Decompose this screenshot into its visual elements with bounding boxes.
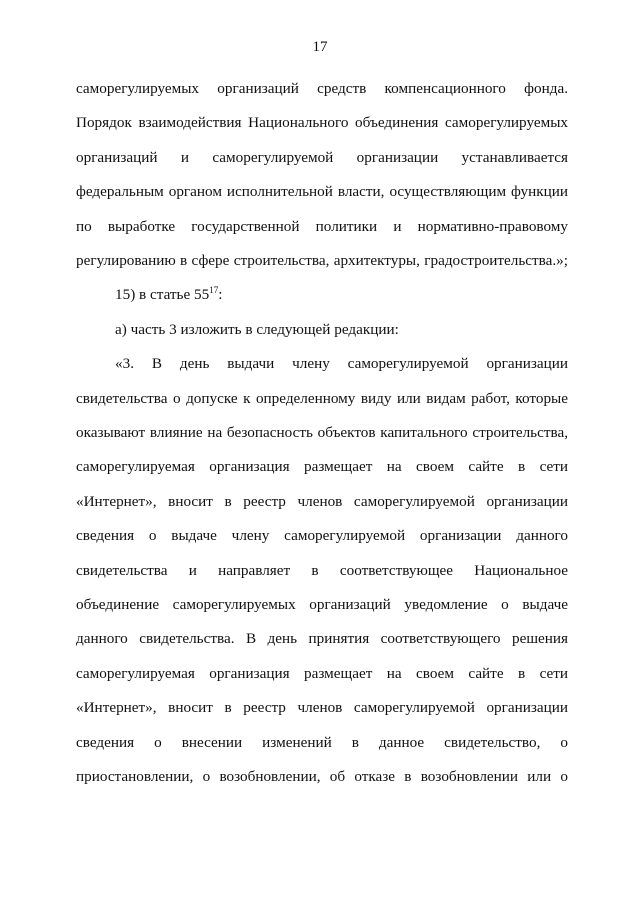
text-line-5: по выработке государственной политики и нормативно-правовому — [76, 218, 568, 235]
text-line-2: Порядок взаимодействия Национального объединения саморегулируемых — [76, 114, 568, 131]
text-line-13: «Интернет», вносит в реестр членов саморегулируемой организации — [76, 493, 568, 510]
text-line-9: «3. В день выдачи члену саморегулируемой организации — [115, 355, 568, 372]
item-15-suffix: : — [218, 286, 223, 303]
footnote-superscript: 17 — [209, 285, 219, 295]
subitem-a-heading: а) часть 3 изложить в следующей редакции: — [115, 321, 399, 338]
text-line-6: регулированию в сфере строительства, архитектуры, градостроительства.»; — [76, 252, 568, 269]
text-line-19: «Интернет», вносит в реестр членов саморегулируемой организации — [76, 699, 568, 716]
text-line-12: саморегулируемая организация размещает на своем сайте в сети — [76, 458, 568, 475]
text-line-3: организаций и саморегулируемой организации устанавливается — [76, 149, 568, 166]
text-line-10: свидетельства о допуске к определенному виду или видам работ, которые — [76, 390, 568, 407]
item-15-heading — [115, 286, 568, 304]
text-line-15: свидетельства и направляет в соответствующее Национальное — [76, 562, 568, 579]
page-number: 17 — [312, 39, 328, 55]
text-line-1: саморегулируемых организаций средств компенсационного фонда. — [76, 80, 568, 97]
text-line-4: федеральным органом исполнительной власти, осуществляющим функции — [76, 183, 568, 200]
text-line-18: саморегулируемая организация размещает на своем сайте в сети — [76, 665, 568, 682]
text-line-17: данного свидетельства. В день принятия соответствующего решения — [76, 630, 568, 647]
text-line-14: сведения о выдаче члену саморегулируемой организации данного — [76, 527, 568, 544]
text-line-20: сведения о внесении изменений в данное свидетельство, о — [76, 734, 568, 751]
text-line-11: оказывают влияние на безопасность объектов капитального строительства, — [76, 424, 568, 441]
item-15-text: 15) в статье 55 — [115, 286, 210, 303]
text-line-21: приостановлении, о возобновлении, об отказе в возобновлении или о — [76, 768, 568, 785]
text-line-16: объединение саморегулируемых организаций уведомление о выдаче — [76, 596, 568, 613]
